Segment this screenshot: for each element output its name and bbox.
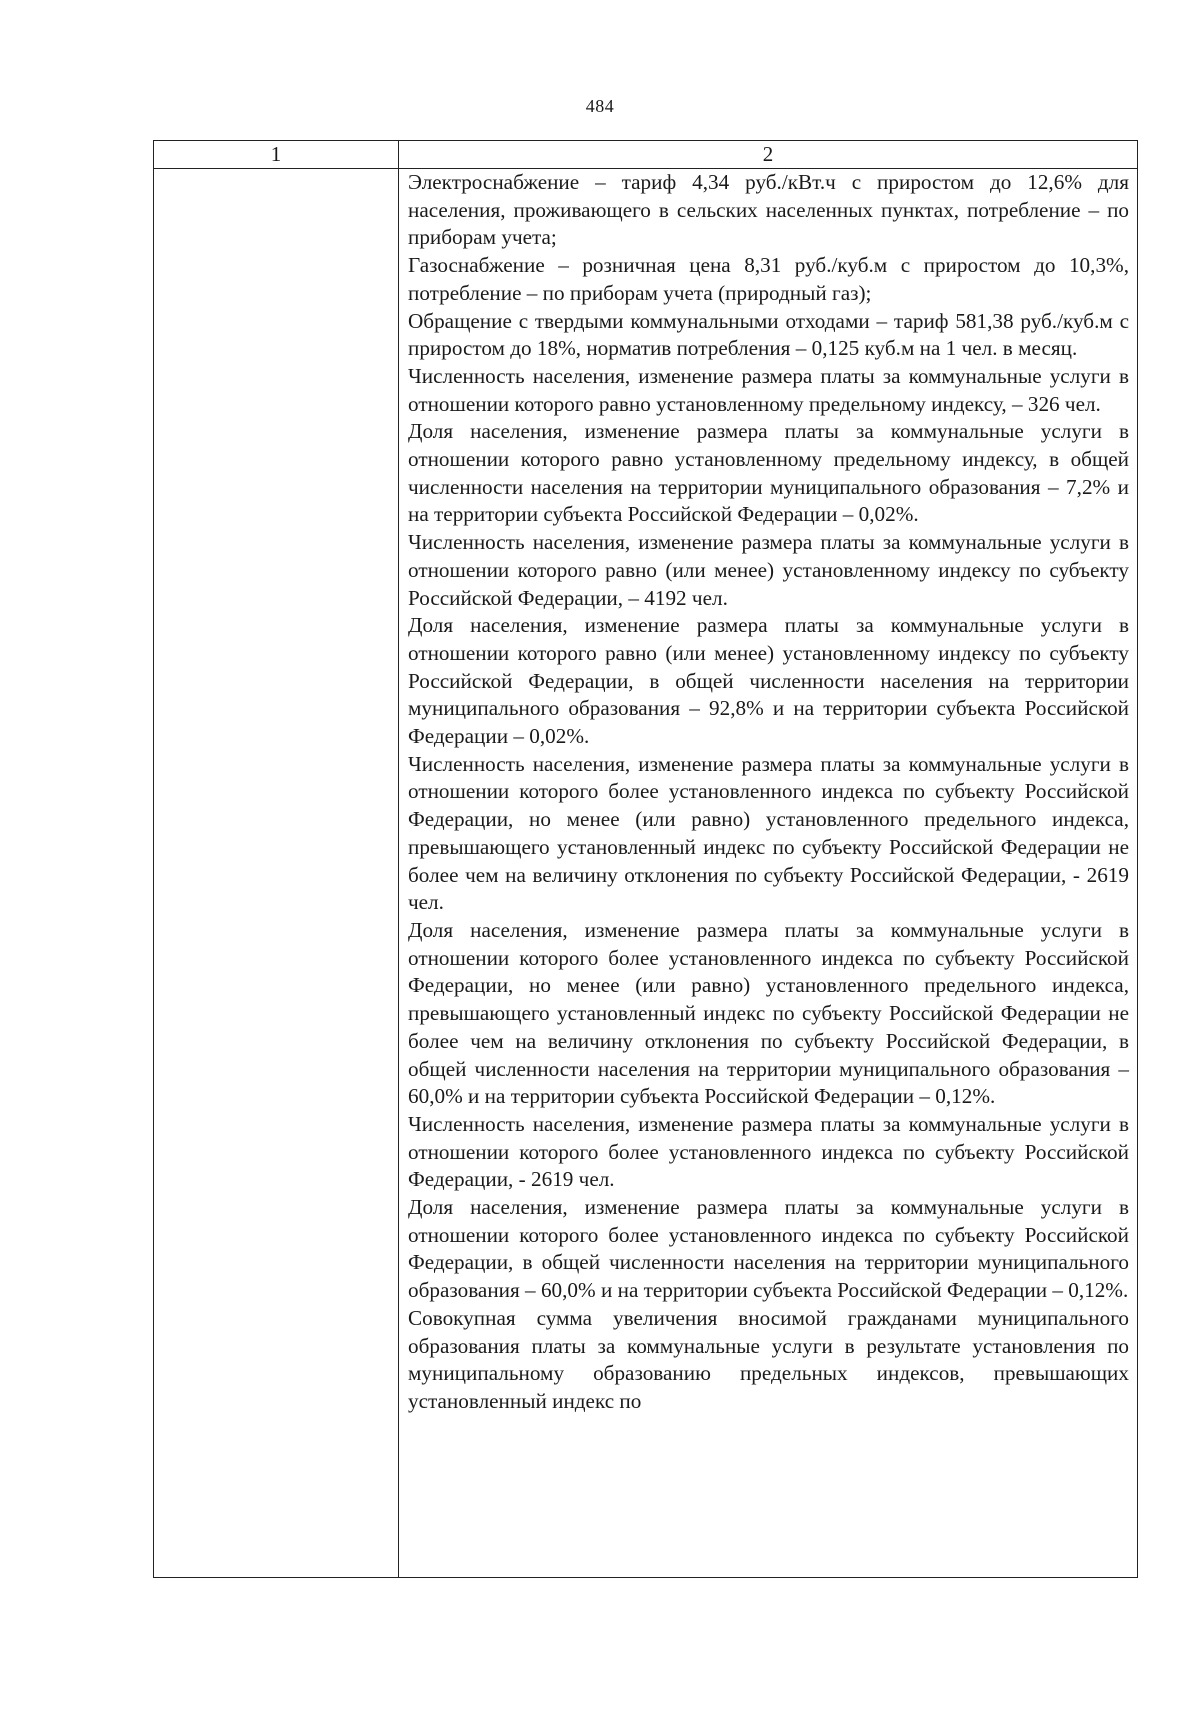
column-header-1: 1 [154, 141, 399, 168]
paragraph-gas: Газоснабжение – розничная цена 8,31 руб./куб.м с приростом до 10,3%, потребление – по приборам учета (природный газ); [408, 253, 1129, 305]
paragraph-share-below-index: Доля населения, изменение размера платы за коммунальные услуги в отношении которого равно (или менее) установленному индексу по субъекту Российской Федерации, в общей численности населения на территории муниципального образования – 92,8% и на территории субъекта Российской Федерации – 0,02%. [408, 613, 1129, 749]
page-number: 484 [585, 96, 615, 116]
paragraph-share-within-deviation: Доля населения, изменение размера платы за коммунальные услуги в отношении которого более установленного индекса по субъекту Российской Федерации, но менее (или равно) установленного предельного индекса, превышающего установленный индекс по субъекту Российской Федерации не более чем на величину отклонения по субъекту Российской Федерации, в общей численности населения на территории муниципального образования – 60,0% и на территории субъекта Российской Федерации – 0,12%. [408, 917, 1129, 1109]
paragraph-share-above-index: Доля населения, изменение размера платы за коммунальные услуги в отношении которого более установленного индекса по субъекту Российской Федерации, в общей численности населения на территории муниципального образования – 60,0% и на территории субъекта Российской Федерации – 0,12%. [408, 1195, 1129, 1303]
column-header-2: 2 [762, 142, 774, 166]
paragraph-population-above-index: Численность населения, изменение размера платы за коммунальные услуги в отношении которого более установленного индекса по субъекту Российской Федерации, - 2619 чел. [408, 1111, 1129, 1192]
paragraph-population-below-index: Численность населения, изменение размера платы за коммунальные услуги в отношении которого равно (или менее) установленному индексу по субъекту Российской Федерации, – 4192 чел. [408, 530, 1129, 610]
paragraph-electricity: Электроснабжение – тариф 4,34 руб./кВт.ч с приростом до 12,6% для населения, проживающего в сельских населенных пунктах, потребление – по приборам учета; [408, 170, 1129, 250]
document-table [153, 140, 1138, 1578]
paragraph-waste: Обращение с твердыми коммунальными отходами – тариф 581,38 руб./куб.м с приростом до 18%, норматив потребления – 0,125 куб.м на 1 чел. в месяц. [408, 308, 1129, 361]
table-cell-text [399, 169, 1137, 1577]
paragraph-total-increase: Совокупная сумма увеличения вносимой гражданами муниципального образования платы за коммунальные услуги в результате установления по муниципальному образованию предельных индексов, превышающих установленный индекс по [408, 1305, 1129, 1413]
paragraph-share-equal-limit: Доля населения, изменение размера платы за коммунальные услуги в отношении которого равно установленному предельному индексу, в общей численности населения на территории муниципального образования – 7,2% и на территории субъекта Российской Федерации – 0,02%. [408, 419, 1129, 527]
paragraph-population-within-deviation: Численность населения, изменение размера платы за коммунальные услуги в отношении которого более установленного индекса по субъекту Российской Федерации, но менее (или равно) установленного предельного индекса, превышающего установленный индекс по субъекту Российской Федерации не более чем на величину отклонения по субъекту Российской Федерации, - 2619 чел. [408, 751, 1129, 915]
table-cell-empty [154, 169, 399, 1577]
table-header-row [154, 141, 1137, 169]
table-row [154, 169, 1137, 1577]
paragraph-population-equal-limit: Численность населения, изменение размера платы за коммунальные услуги в отношении которого равно установленному предельному индексу, – 326 чел. [408, 363, 1129, 416]
